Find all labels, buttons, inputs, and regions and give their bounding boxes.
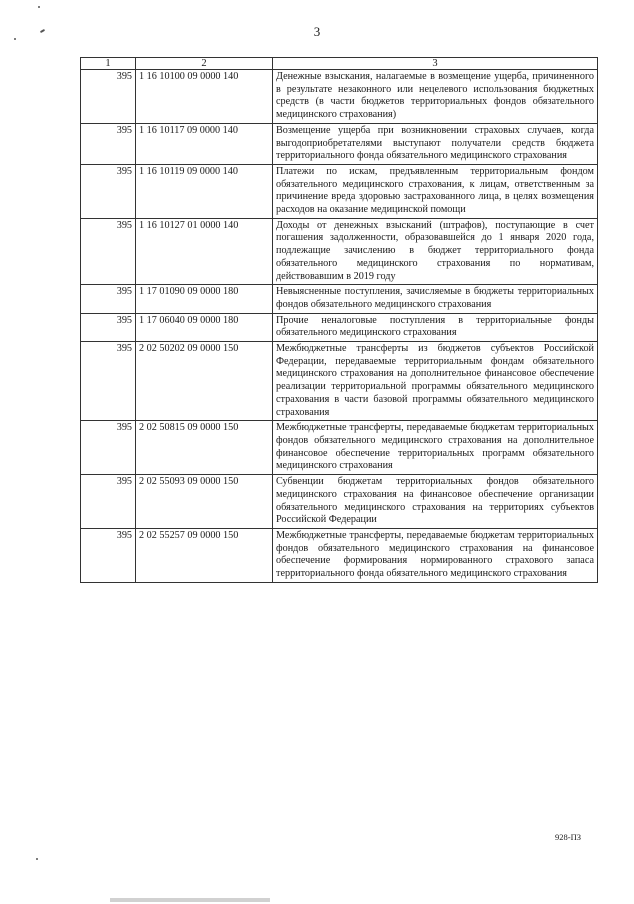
scan-speck	[14, 38, 16, 40]
row-revenue-name: Межбюджетные трансферты, передаваемые бюджетам территориальных фондов обязательного медицинского страхования на дополнительное финансовое обеспечение территориальных программ обязательного медицинского страхования	[273, 421, 598, 475]
row-budget-code: 2 02 55257 09 0000 150	[136, 528, 273, 582]
row-budget-code: 1 16 10117 09 0000 140	[136, 123, 273, 164]
scan-speck	[38, 6, 40, 8]
row-admin-code: 395	[81, 123, 136, 164]
row-revenue-name: Доходы от денежных взысканий (штрафов), поступающие в счет погашения задолженности, образовавшейся до 1 января 2020 года, подлежащие зачислению в бюджет территориального фонда обязательного медицинского страхования по нормативам, действовавшим в 2019 году	[273, 218, 598, 285]
table-row	[81, 475, 598, 529]
table-row	[81, 285, 598, 313]
row-admin-code: 395	[81, 70, 136, 124]
row-budget-code: 2 02 50202 09 0000 150	[136, 342, 273, 421]
revenue-codes-table	[80, 57, 598, 583]
row-admin-code: 395	[81, 218, 136, 285]
row-revenue-name: Межбюджетные трансферты из бюджетов субъектов Российской Федерации, передаваемые территориальным фондам обязательного медицинского страхования на дополнительное финансовое обеспечение реализации территориальной программы обязательного медицинского страхования в части базовой программы обязательного медицинского страхования	[273, 342, 598, 421]
row-budget-code: 1 16 10119 09 0000 140	[136, 164, 273, 218]
table-row	[81, 164, 598, 218]
header-col-1: 1	[81, 58, 136, 70]
table-row	[81, 70, 598, 124]
row-revenue-name: Прочие неналоговые поступления в территориальные фонды обязательного медицинского страхования	[273, 313, 598, 341]
row-budget-code: 2 02 50815 09 0000 150	[136, 421, 273, 475]
row-admin-code: 395	[81, 313, 136, 341]
row-revenue-name: Возмещение ущерба при возникновении страховых случаев, когда выгодоприобретателями выступают получатели средств бюджета территориального фонда обязательного медицинского страхования	[273, 123, 598, 164]
row-revenue-name: Платежи по искам, предъявленным территориальным фондом обязательного медицинского страхования, к лицам, ответственным за причинение вреда здоровью застрахованного лица, в целях возмещения расходов на оказание медицинской помощи	[273, 164, 598, 218]
table-row	[81, 342, 598, 421]
header-col-2: 2	[136, 58, 273, 70]
table-row	[81, 123, 598, 164]
table-row	[81, 313, 598, 341]
row-revenue-name: Невыясненные поступления, зачисляемые в бюджеты территориальных фондов обязательного медицинского страхования	[273, 285, 598, 313]
row-budget-code: 1 16 10100 09 0000 140	[136, 70, 273, 124]
table-row	[81, 528, 598, 582]
row-admin-code: 395	[81, 528, 136, 582]
row-budget-code: 1 17 06040 09 0000 180	[136, 313, 273, 341]
table-row	[81, 218, 598, 285]
page-number: 3	[313, 24, 321, 39]
row-admin-code: 395	[81, 342, 136, 421]
document-footer-code: 928-ПЗ	[555, 832, 581, 842]
row-admin-code: 395	[81, 421, 136, 475]
table-row	[81, 421, 598, 475]
row-budget-code: 1 17 01090 09 0000 180	[136, 285, 273, 313]
header-col-3: 3	[273, 58, 598, 70]
row-admin-code: 395	[81, 164, 136, 218]
row-revenue-name: Субвенции бюджетам территориальных фондов обязательного медицинского страхования на финансовое обеспечение организации обязательного медицинского страхования на территориях субъектов Российской Федерации	[273, 475, 598, 529]
row-revenue-name: Межбюджетные трансферты, передаваемые бюджетам территориальных фондов обязательного медицинского страхования на финансовое обеспечение формирования нормированного страхового запаса территориального фонда обязательного медицинского страхования	[273, 528, 598, 582]
row-budget-code: 1 16 10127 01 0000 140	[136, 218, 273, 285]
scan-speck	[36, 858, 38, 860]
table-header-row	[81, 58, 598, 70]
row-budget-code: 2 02 55093 09 0000 150	[136, 475, 273, 529]
row-admin-code: 395	[81, 475, 136, 529]
row-admin-code: 395	[81, 285, 136, 313]
row-revenue-name: Денежные взыскания, налагаемые в возмещение ущерба, причиненного в результате незаконного или нецелевого использования бюджетных средств (в части бюджетов территориальных фондов обязательного медицинского страхования)	[273, 70, 598, 124]
scan-edge-smudge	[110, 898, 270, 902]
